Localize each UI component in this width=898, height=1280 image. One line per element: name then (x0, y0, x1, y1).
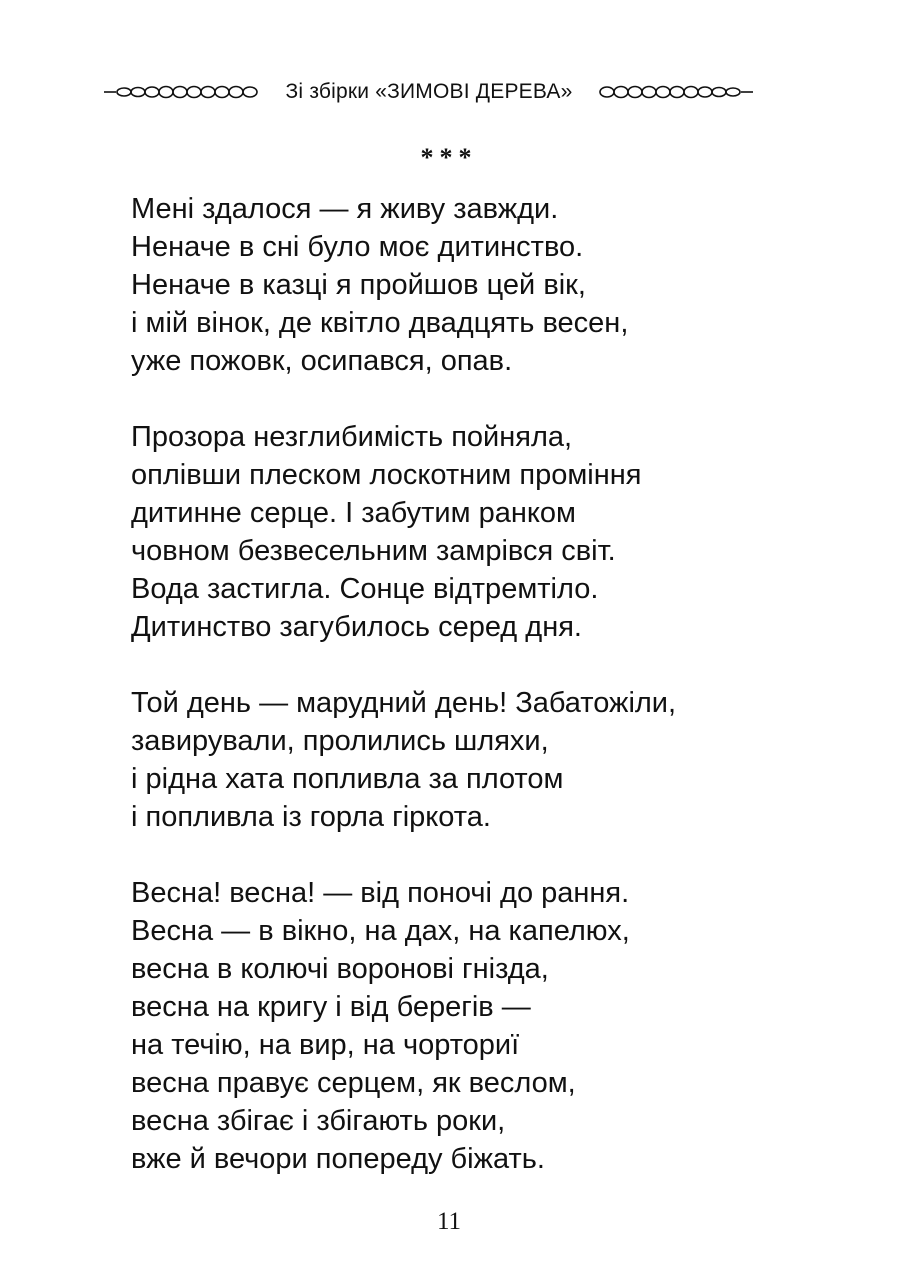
poem-line: на течію, на вир, на чорториї (131, 1029, 520, 1061)
stanza (131, 418, 831, 646)
poem-body (131, 190, 831, 1178)
poem-line: і попливла із горла гіркота. (131, 801, 491, 833)
poem-line: весна в колючі воронові гнізда, (131, 953, 549, 985)
running-head: Зі збірки «ЗИМОВІ ДЕРЕВА» (285, 80, 573, 103)
poem-line: весна на кригу і від берегів — (131, 991, 531, 1023)
stanza (131, 684, 831, 836)
poem-line: весна правує серцем, як веслом, (131, 1067, 576, 1099)
stanza (131, 190, 831, 380)
poem-line: Мені здалося — я живу завжди. (131, 193, 559, 225)
poem-line: дитинне серце. І забутим ранком (131, 497, 576, 529)
poem-line: вже й вечори попереду біжать. (131, 1143, 545, 1175)
poem-line: Весна! весна! — від поночі до рання. (131, 877, 630, 909)
poem-line: Прозора незглибимість пойняла, (131, 421, 573, 453)
chain-ornament-icon (102, 74, 262, 110)
poem-line: Дитинство загубилось серед дня. (131, 611, 582, 643)
page-number: 11 (436, 1208, 462, 1235)
poem-line: завирували, пролились шляхи, (131, 725, 549, 757)
page-header (0, 74, 898, 110)
poem-line: Неначе в сні було моє дитинство. (131, 231, 584, 263)
poem-line: човном безвесельним замрівся світ. (131, 535, 616, 567)
poem-line: оплівши плеском лоскотним проміння (131, 459, 642, 491)
poem-line: весна збігає і збігають роки, (131, 1105, 506, 1137)
poem-line: Той день — марудний день! Забатожіли, (131, 687, 677, 719)
stanza-separator: *** (420, 143, 478, 172)
poem-line: Неначе в казці я пройшов цей вік, (131, 269, 586, 301)
chain-ornament-icon (595, 74, 755, 110)
poem-line: Вода застигла. Сонце відтремтіло. (131, 573, 599, 605)
poem-line: і рідна хата попливла за плотом (131, 763, 564, 795)
poem-line: Весна — в вікно, на дах, на капелюх, (131, 915, 630, 947)
poem-line: уже пожовк, осипався, опав. (131, 345, 513, 377)
poem-line: і мій вінок, де квітло двадцять весен, (131, 307, 629, 339)
stanza (131, 874, 831, 1178)
